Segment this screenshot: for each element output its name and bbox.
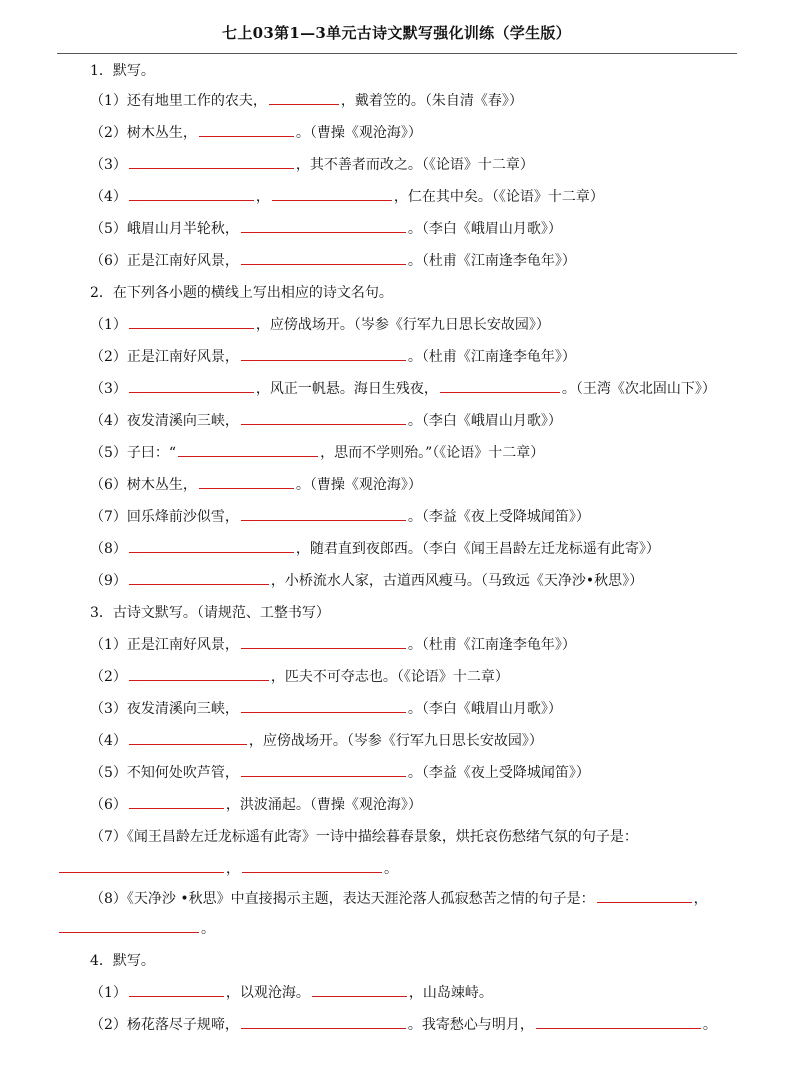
item-text: ，洪波涌起。（曹操《观沧海》） <box>225 797 422 813</box>
question-heading <box>0 602 793 624</box>
answer-blank[interactable] <box>241 506 406 521</box>
question-item <box>0 634 793 656</box>
answer-blank[interactable] <box>129 154 294 169</box>
item-text: ，风正一帆悬。海日生残夜， <box>255 381 438 397</box>
item-text: （2）正是江南好风景， <box>90 349 239 365</box>
item-text: （1） <box>90 317 127 333</box>
question-item <box>0 442 793 464</box>
question-item <box>0 186 793 208</box>
question-item <box>0 314 793 336</box>
answer-blank[interactable] <box>440 378 560 393</box>
question-item <box>0 570 793 592</box>
item-text: ，戴着笠的。（朱自清《春》） <box>340 93 523 109</box>
item-text: （6）树木丛生， <box>90 477 197 493</box>
answer-blank[interactable] <box>199 474 294 489</box>
question-item <box>0 666 793 688</box>
answer-blank[interactable] <box>272 186 392 201</box>
item-text: ，仁在其中矣。（《论语》十二章） <box>393 189 604 205</box>
answer-blank[interactable] <box>241 250 406 265</box>
answer-blank[interactable] <box>59 918 199 933</box>
question-item <box>0 730 793 752</box>
item-text: （3） <box>90 381 127 397</box>
question-item <box>0 794 793 816</box>
item-text: 4．默写。 <box>90 953 155 969</box>
item-text: （1）还有地里工作的农夫， <box>90 93 267 109</box>
item-text: 1．默写。 <box>90 63 155 79</box>
item-text: ，小桥流水人家，古道西风瘦马。（马致远《天净沙•秋思》） <box>270 573 644 589</box>
question-item <box>0 378 793 400</box>
item-text: （3） <box>90 157 127 173</box>
item-text: 。（李白《峨眉山月歌》） <box>407 701 562 717</box>
item-text: （4） <box>90 189 127 205</box>
item-text: 。（杜甫《江南逢李龟年》） <box>407 637 576 653</box>
item-text: （2）树木丛生， <box>90 125 197 141</box>
item-text: （2）杨花落尽子规啼， <box>90 1017 239 1033</box>
answer-blank[interactable] <box>241 634 406 649</box>
answer-blank[interactable] <box>129 730 247 745</box>
answer-blank[interactable] <box>241 762 406 777</box>
question-item <box>0 826 793 848</box>
item-text: 。（李白《峨眉山月歌》） <box>407 221 562 237</box>
answer-blank[interactable] <box>241 346 406 361</box>
question-heading <box>0 60 793 82</box>
question-item <box>0 218 793 240</box>
answer-blank[interactable] <box>129 186 254 201</box>
item-text: ，随君直到夜郎西。（李白《闻王昌龄左迁龙标遥有此寄》） <box>295 541 660 557</box>
item-text: （1） <box>90 985 127 1001</box>
item-text: （5）不知何处吹芦管， <box>90 765 239 781</box>
item-text: ，应傍战场开。（岑参《行军九日思长安故园》） <box>248 733 543 749</box>
item-text: （4） <box>90 733 127 749</box>
question-item <box>0 858 793 880</box>
item-text: 。（杜甫《江南逢李龟年》） <box>407 253 576 269</box>
answer-blank[interactable] <box>178 442 318 457</box>
question-item <box>0 982 793 1004</box>
item-text: ，以观沧海。 <box>225 985 310 1001</box>
question-item <box>0 1014 793 1036</box>
item-text: （7）回乐烽前沙似雪， <box>90 509 239 525</box>
item-text: ， <box>226 861 240 877</box>
item-text: （3）夜发清溪向三峡， <box>90 701 239 717</box>
item-text: （8）《天净沙 •秋思》中直接揭示主题，表达天涯沦落人孤寂愁苦之情的句子是： <box>90 891 595 907</box>
question-item <box>0 346 793 368</box>
answer-blank[interactable] <box>129 570 269 585</box>
question-heading <box>0 282 793 304</box>
item-text: 。 <box>201 921 215 937</box>
answer-blank[interactable] <box>129 666 269 681</box>
answer-blank[interactable] <box>241 218 406 233</box>
item-text: 。（杜甫《江南逢李龟年》） <box>407 349 576 365</box>
item-text: ，匹夫不可夺志也。（《论语》十二章） <box>270 669 509 685</box>
question-item <box>0 474 793 496</box>
item-text: （2） <box>90 669 127 685</box>
question-item <box>0 506 793 528</box>
item-text: 3．古诗文默写。（请规范、工整书写） <box>90 605 330 621</box>
question-item <box>0 250 793 272</box>
item-text: （4）夜发清溪向三峡， <box>90 413 239 429</box>
answer-blank[interactable] <box>199 122 294 137</box>
item-text: 。（王湾《次北固山下》） <box>561 381 716 397</box>
item-text: ，应傍战场开。（岑参《行军九日思长安故园》） <box>255 317 550 333</box>
question-item <box>0 410 793 432</box>
item-text: ，思而不学则殆。”（《论语》十二章） <box>320 445 545 461</box>
answer-blank[interactable] <box>241 410 406 425</box>
item-text: 。 <box>702 1017 717 1033</box>
answer-blank[interactable] <box>242 858 382 873</box>
item-text: 。 <box>384 861 398 877</box>
answer-blank[interactable] <box>129 378 254 393</box>
answer-blank[interactable] <box>241 1014 406 1029</box>
item-text: （5）子曰：“ <box>90 445 177 461</box>
answer-blank[interactable] <box>129 538 294 553</box>
item-text: ， <box>693 891 708 907</box>
answer-blank[interactable] <box>312 982 407 997</box>
item-text: 。（李益《夜上受降城闻笛》） <box>407 765 590 781</box>
item-text: ， <box>255 189 270 205</box>
item-text: 。（李白《峨眉山月歌》） <box>407 413 562 429</box>
item-text: （7）《闻王昌龄左迁龙标遥有此寄》一诗中描绘暮春景象，烘托哀伤愁绪气氛的句子是： <box>90 829 638 845</box>
question-item <box>0 538 793 560</box>
item-text: （9） <box>90 573 127 589</box>
item-text: 。（曹操《观沧海》） <box>295 477 422 493</box>
answer-blank[interactable] <box>269 90 339 105</box>
question-item <box>0 918 793 940</box>
question-heading <box>0 950 793 972</box>
question-item <box>0 154 793 176</box>
answer-blank[interactable] <box>536 1014 701 1029</box>
item-text: （8） <box>90 541 127 557</box>
answer-blank[interactable] <box>597 888 692 903</box>
question-item <box>0 762 793 784</box>
question-item <box>0 90 793 112</box>
question-item <box>0 122 793 144</box>
item-text: ，其不善者而改之。（《论语》十二章） <box>295 157 534 173</box>
answer-blank[interactable] <box>241 698 406 713</box>
answer-blank[interactable] <box>129 982 224 997</box>
answer-blank[interactable] <box>59 858 224 873</box>
item-text: 。我寄愁心与明月， <box>407 1017 534 1033</box>
item-text: 。（曹操《观沧海》） <box>295 125 422 141</box>
page-title: 七上03第1—3单元古诗文默写强化训练（学生版） <box>222 24 571 42</box>
item-text: （6）正是江南好风景， <box>90 253 239 269</box>
item-text: （1）正是江南好风景， <box>90 637 239 653</box>
item-text: ，山岛竦峙。 <box>408 985 493 1001</box>
item-text: （5）峨眉山月半轮秋， <box>90 221 239 237</box>
question-item <box>0 888 793 910</box>
answer-blank[interactable] <box>129 314 254 329</box>
answer-blank[interactable] <box>129 794 224 809</box>
item-text: 2．在下列各小题的横线上写出相应的诗文名句。 <box>90 285 393 301</box>
item-text: 。（李益《夜上受降城闻笛》） <box>407 509 590 525</box>
item-text: （6） <box>90 797 127 813</box>
question-item <box>0 698 793 720</box>
